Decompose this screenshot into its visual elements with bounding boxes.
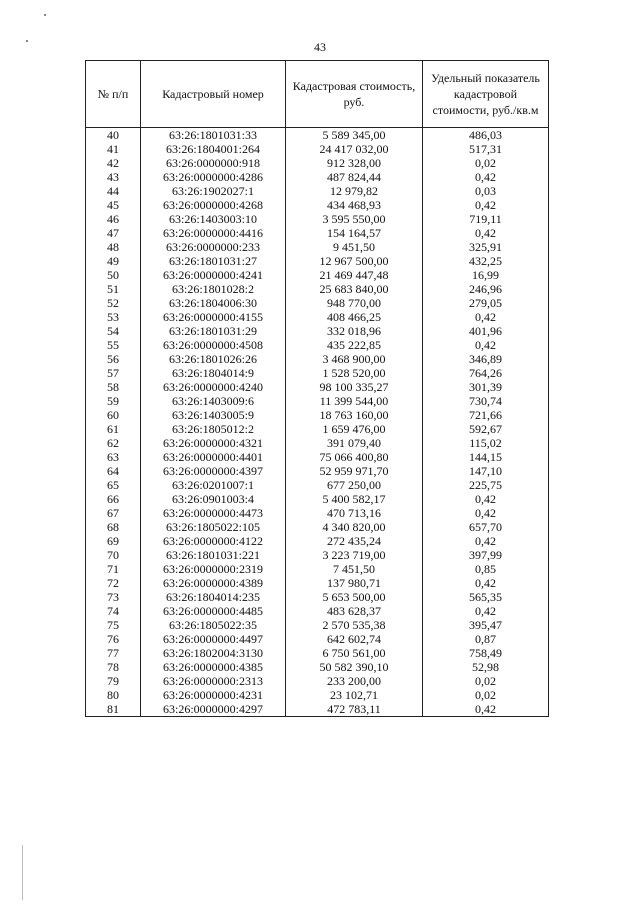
cadastral-value-cell: 98 100 335,27 (286, 380, 423, 394)
table-row (86, 268, 549, 282)
table-row (86, 660, 549, 674)
row-number-cell: 46 (86, 212, 141, 226)
cadastral-number-cell: 63:26:1403009:6 (141, 394, 286, 408)
specific-indicator-cell: 397,99 (423, 548, 549, 562)
table-row (86, 310, 549, 324)
table-row (86, 534, 549, 548)
cadastral-value-cell: 472 783,11 (286, 702, 423, 717)
table-row (86, 450, 549, 464)
cadastral-table (85, 60, 549, 717)
cadastral-value-cell: 6 750 561,00 (286, 646, 423, 660)
table-row (86, 632, 549, 646)
table-row (86, 240, 549, 254)
row-number-cell: 81 (86, 702, 141, 717)
table-row (86, 548, 549, 562)
table-row (86, 688, 549, 702)
cadastral-number-cell: 63:26:1801031:33 (141, 128, 286, 143)
specific-indicator-cell: 401,96 (423, 324, 549, 338)
cadastral-number-cell: 63:26:1802004:3130 (141, 646, 286, 660)
table-row (86, 380, 549, 394)
table-body (86, 128, 549, 717)
row-number-cell: 71 (86, 562, 141, 576)
cadastral-number-cell: 63:26:0201007:1 (141, 478, 286, 492)
row-number-cell: 49 (86, 254, 141, 268)
cadastral-number-cell: 63:26:0000000:4297 (141, 702, 286, 717)
specific-indicator-cell: 225,75 (423, 478, 549, 492)
specific-indicator-cell: 721,66 (423, 408, 549, 422)
cadastral-number-cell: 63:26:1801026:26 (141, 352, 286, 366)
cadastral-value-cell: 4 340 820,00 (286, 520, 423, 534)
row-number-cell: 44 (86, 184, 141, 198)
table-row (86, 282, 549, 296)
specific-indicator-cell: 0,42 (423, 506, 549, 520)
cadastral-number-cell: 63:26:0000000:918 (141, 156, 286, 170)
table-row (86, 576, 549, 590)
cadastral-number-cell: 63:26:0000000:2319 (141, 562, 286, 576)
cadastral-number-cell: 63:26:1804001:264 (141, 142, 286, 156)
row-number-cell: 51 (86, 282, 141, 296)
table-row (86, 604, 549, 618)
row-number-cell: 72 (86, 576, 141, 590)
row-number-cell: 59 (86, 394, 141, 408)
cadastral-number-cell: 63:26:0000000:4389 (141, 576, 286, 590)
row-number-cell: 75 (86, 618, 141, 632)
cadastral-value-cell: 912 328,00 (286, 156, 423, 170)
row-number-cell: 42 (86, 156, 141, 170)
cadastral-number-cell: 63:26:1403005:9 (141, 408, 286, 422)
cadastral-value-cell: 23 102,71 (286, 688, 423, 702)
specific-indicator-cell: 0,42 (423, 576, 549, 590)
specific-indicator-cell: 0,42 (423, 226, 549, 240)
cadastral-number-cell: 63:26:0000000:4473 (141, 506, 286, 520)
cadastral-number-cell: 63:26:1805022:35 (141, 618, 286, 632)
cadastral-value-cell: 12 979,82 (286, 184, 423, 198)
specific-indicator-cell: 764,26 (423, 366, 549, 380)
row-number-cell: 79 (86, 674, 141, 688)
specific-indicator-cell: 115,02 (423, 436, 549, 450)
row-number-cell: 45 (86, 198, 141, 212)
row-number-cell: 62 (86, 436, 141, 450)
scan-speck (44, 14, 46, 16)
header-specific-indicator: Удельный показатель кадастровой стоимости, руб./кв.м (423, 61, 549, 128)
row-number-cell: 74 (86, 604, 141, 618)
row-number-cell: 68 (86, 520, 141, 534)
table-row (86, 394, 549, 408)
table-row (86, 296, 549, 310)
cadastral-value-cell: 2 570 535,38 (286, 618, 423, 632)
cadastral-value-cell: 332 018,96 (286, 324, 423, 338)
cadastral-number-cell: 63:26:1804014:235 (141, 590, 286, 604)
row-number-cell: 63 (86, 450, 141, 464)
row-number-cell: 53 (86, 310, 141, 324)
table-row (86, 618, 549, 632)
specific-indicator-cell: 279,05 (423, 296, 549, 310)
table-row (86, 590, 549, 604)
cadastral-value-cell: 12 967 500,00 (286, 254, 423, 268)
cadastral-value-cell: 487 824,44 (286, 170, 423, 184)
table-row (86, 436, 549, 450)
specific-indicator-cell: 0,42 (423, 170, 549, 184)
specific-indicator-cell: 0,02 (423, 156, 549, 170)
row-number-cell: 56 (86, 352, 141, 366)
cadastral-number-cell: 63:26:1801031:29 (141, 324, 286, 338)
cadastral-number-cell: 63:26:0000000:2313 (141, 674, 286, 688)
cadastral-value-cell: 24 417 032,00 (286, 142, 423, 156)
row-number-cell: 80 (86, 688, 141, 702)
cadastral-number-cell: 63:26:1805022:105 (141, 520, 286, 534)
row-number-cell: 76 (86, 632, 141, 646)
cadastral-value-cell: 435 222,85 (286, 338, 423, 352)
cadastral-value-cell: 5 400 582,17 (286, 492, 423, 506)
table-row (86, 506, 549, 520)
table-row (86, 422, 549, 436)
scan-edge-line (22, 845, 23, 900)
cadastral-value-cell: 483 628,37 (286, 604, 423, 618)
cadastral-value-cell: 948 770,00 (286, 296, 423, 310)
table-row (86, 352, 549, 366)
cadastral-value-cell: 434 468,93 (286, 198, 423, 212)
cadastral-number-cell: 63:26:0000000:4155 (141, 310, 286, 324)
row-number-cell: 78 (86, 660, 141, 674)
row-number-cell: 58 (86, 380, 141, 394)
cadastral-number-cell: 63:26:1805012:2 (141, 422, 286, 436)
row-number-cell: 67 (86, 506, 141, 520)
cadastral-number-cell: 63:26:0000000:4508 (141, 338, 286, 352)
specific-indicator-cell: 657,70 (423, 520, 549, 534)
specific-indicator-cell: 0,03 (423, 184, 549, 198)
specific-indicator-cell: 0,42 (423, 702, 549, 717)
row-number-cell: 55 (86, 338, 141, 352)
specific-indicator-cell: 592,67 (423, 422, 549, 436)
row-number-cell: 52 (86, 296, 141, 310)
specific-indicator-cell: 0,02 (423, 688, 549, 702)
table-row (86, 408, 549, 422)
cadastral-value-cell: 233 200,00 (286, 674, 423, 688)
cadastral-number-cell: 63:26:0000000:233 (141, 240, 286, 254)
cadastral-value-cell: 18 763 160,00 (286, 408, 423, 422)
specific-indicator-cell: 0,42 (423, 534, 549, 548)
row-number-cell: 69 (86, 534, 141, 548)
specific-indicator-cell: 52,98 (423, 660, 549, 674)
row-number-cell: 77 (86, 646, 141, 660)
cadastral-number-cell: 63:26:1902027:1 (141, 184, 286, 198)
cadastral-number-cell: 63:26:1801031:221 (141, 548, 286, 562)
cadastral-value-cell: 9 451,50 (286, 240, 423, 254)
row-number-cell: 66 (86, 492, 141, 506)
table-row (86, 646, 549, 660)
table-row (86, 478, 549, 492)
table-row (86, 184, 549, 198)
specific-indicator-cell: 0,42 (423, 310, 549, 324)
cadastral-number-cell: 63:26:0000000:4268 (141, 198, 286, 212)
cadastral-value-cell: 154 164,57 (286, 226, 423, 240)
cadastral-value-cell: 408 466,25 (286, 310, 423, 324)
table-row (86, 338, 549, 352)
row-number-cell: 57 (86, 366, 141, 380)
specific-indicator-cell: 0,87 (423, 632, 549, 646)
cadastral-number-cell: 63:26:0000000:4231 (141, 688, 286, 702)
cadastral-value-cell: 5 653 500,00 (286, 590, 423, 604)
cadastral-number-cell: 63:26:0000000:4497 (141, 632, 286, 646)
specific-indicator-cell: 719,11 (423, 212, 549, 226)
cadastral-number-cell: 63:26:0000000:4122 (141, 534, 286, 548)
specific-indicator-cell: 0,42 (423, 338, 549, 352)
cadastral-value-cell: 52 959 971,70 (286, 464, 423, 478)
row-number-cell: 70 (86, 548, 141, 562)
specific-indicator-cell: 0,85 (423, 562, 549, 576)
specific-indicator-cell: 432,25 (423, 254, 549, 268)
row-number-cell: 40 (86, 128, 141, 143)
table-row (86, 520, 549, 534)
specific-indicator-cell: 0,42 (423, 604, 549, 618)
cadastral-number-cell: 63:26:1801028:2 (141, 282, 286, 296)
cadastral-number-cell: 63:26:0000000:4240 (141, 380, 286, 394)
cadastral-value-cell: 391 079,40 (286, 436, 423, 450)
table-row (86, 170, 549, 184)
row-number-cell: 50 (86, 268, 141, 282)
cadastral-number-cell: 63:26:1801031:27 (141, 254, 286, 268)
table-row (86, 702, 549, 717)
cadastral-number-cell: 63:26:0901003:4 (141, 492, 286, 506)
table-row (86, 156, 549, 170)
scan-speck (26, 40, 28, 42)
specific-indicator-cell: 0,42 (423, 198, 549, 212)
specific-indicator-cell: 147,10 (423, 464, 549, 478)
specific-indicator-cell: 517,31 (423, 142, 549, 156)
cadastral-number-cell: 63:26:1804014:9 (141, 366, 286, 380)
cadastral-value-cell: 50 582 390,10 (286, 660, 423, 674)
cadastral-value-cell: 1 659 476,00 (286, 422, 423, 436)
cadastral-number-cell: 63:26:1804006:30 (141, 296, 286, 310)
table-row (86, 212, 549, 226)
cadastral-value-cell: 3 468 900,00 (286, 352, 423, 366)
cadastral-value-cell: 137 980,71 (286, 576, 423, 590)
table-header-row (86, 61, 549, 128)
cadastral-value-cell: 3 595 550,00 (286, 212, 423, 226)
specific-indicator-cell: 0,02 (423, 674, 549, 688)
cadastral-number-cell: 63:26:0000000:4397 (141, 464, 286, 478)
row-number-cell: 47 (86, 226, 141, 240)
row-number-cell: 48 (86, 240, 141, 254)
cadastral-value-cell: 75 066 400,80 (286, 450, 423, 464)
table-row (86, 464, 549, 478)
table-row (86, 254, 549, 268)
table-row (86, 492, 549, 506)
table-row (86, 562, 549, 576)
specific-indicator-cell: 246,96 (423, 282, 549, 296)
cadastral-number-cell: 63:26:0000000:4286 (141, 170, 286, 184)
row-number-cell: 65 (86, 478, 141, 492)
cadastral-value-cell: 470 713,16 (286, 506, 423, 520)
cadastral-value-cell: 21 469 447,48 (286, 268, 423, 282)
cadastral-value-cell: 642 602,74 (286, 632, 423, 646)
cadastral-value-cell: 5 589 345,00 (286, 128, 423, 143)
cadastral-value-cell: 11 399 544,00 (286, 394, 423, 408)
cadastral-number-cell: 63:26:0000000:4401 (141, 450, 286, 464)
row-number-cell: 43 (86, 170, 141, 184)
table-row (86, 674, 549, 688)
table-row (86, 226, 549, 240)
specific-indicator-cell: 395,47 (423, 618, 549, 632)
table-row (86, 128, 549, 143)
cadastral-value-cell: 3 223 719,00 (286, 548, 423, 562)
row-number-cell: 41 (86, 142, 141, 156)
table-row (86, 366, 549, 380)
row-number-cell: 61 (86, 422, 141, 436)
page-number: 43 (314, 40, 326, 54)
cadastral-value-cell: 677 250,00 (286, 478, 423, 492)
row-number-cell: 60 (86, 408, 141, 422)
cadastral-value-cell: 1 528 520,00 (286, 366, 423, 380)
cadastral-number-cell: 63:26:0000000:4241 (141, 268, 286, 282)
cadastral-number-cell: 63:26:0000000:4416 (141, 226, 286, 240)
cadastral-value-cell: 7 451,50 (286, 562, 423, 576)
row-number-cell: 64 (86, 464, 141, 478)
table-row (86, 324, 549, 338)
header-cadastral-number: Кадастровый номер (141, 61, 286, 128)
cadastral-number-cell: 63:26:0000000:4385 (141, 660, 286, 674)
specific-indicator-cell: 301,39 (423, 380, 549, 394)
cadastral-number-cell: 63:26:1403003:10 (141, 212, 286, 226)
specific-indicator-cell: 0,42 (423, 492, 549, 506)
specific-indicator-cell: 486,03 (423, 128, 549, 143)
specific-indicator-cell: 325,91 (423, 240, 549, 254)
specific-indicator-cell: 346,89 (423, 352, 549, 366)
specific-indicator-cell: 758,49 (423, 646, 549, 660)
row-number-cell: 54 (86, 324, 141, 338)
cadastral-number-cell: 63:26:0000000:4321 (141, 436, 286, 450)
header-row-number: № п/п (86, 61, 141, 128)
header-cadastral-value: Кадастровая стоимость, руб. (286, 61, 423, 128)
specific-indicator-cell: 565,35 (423, 590, 549, 604)
cadastral-value-cell: 272 435,24 (286, 534, 423, 548)
specific-indicator-cell: 144,15 (423, 450, 549, 464)
cadastral-number-cell: 63:26:0000000:4485 (141, 604, 286, 618)
row-number-cell: 73 (86, 590, 141, 604)
specific-indicator-cell: 730,74 (423, 394, 549, 408)
table-row (86, 198, 549, 212)
table-row (86, 142, 549, 156)
specific-indicator-cell: 16,99 (423, 268, 549, 282)
cadastral-value-cell: 25 683 840,00 (286, 282, 423, 296)
